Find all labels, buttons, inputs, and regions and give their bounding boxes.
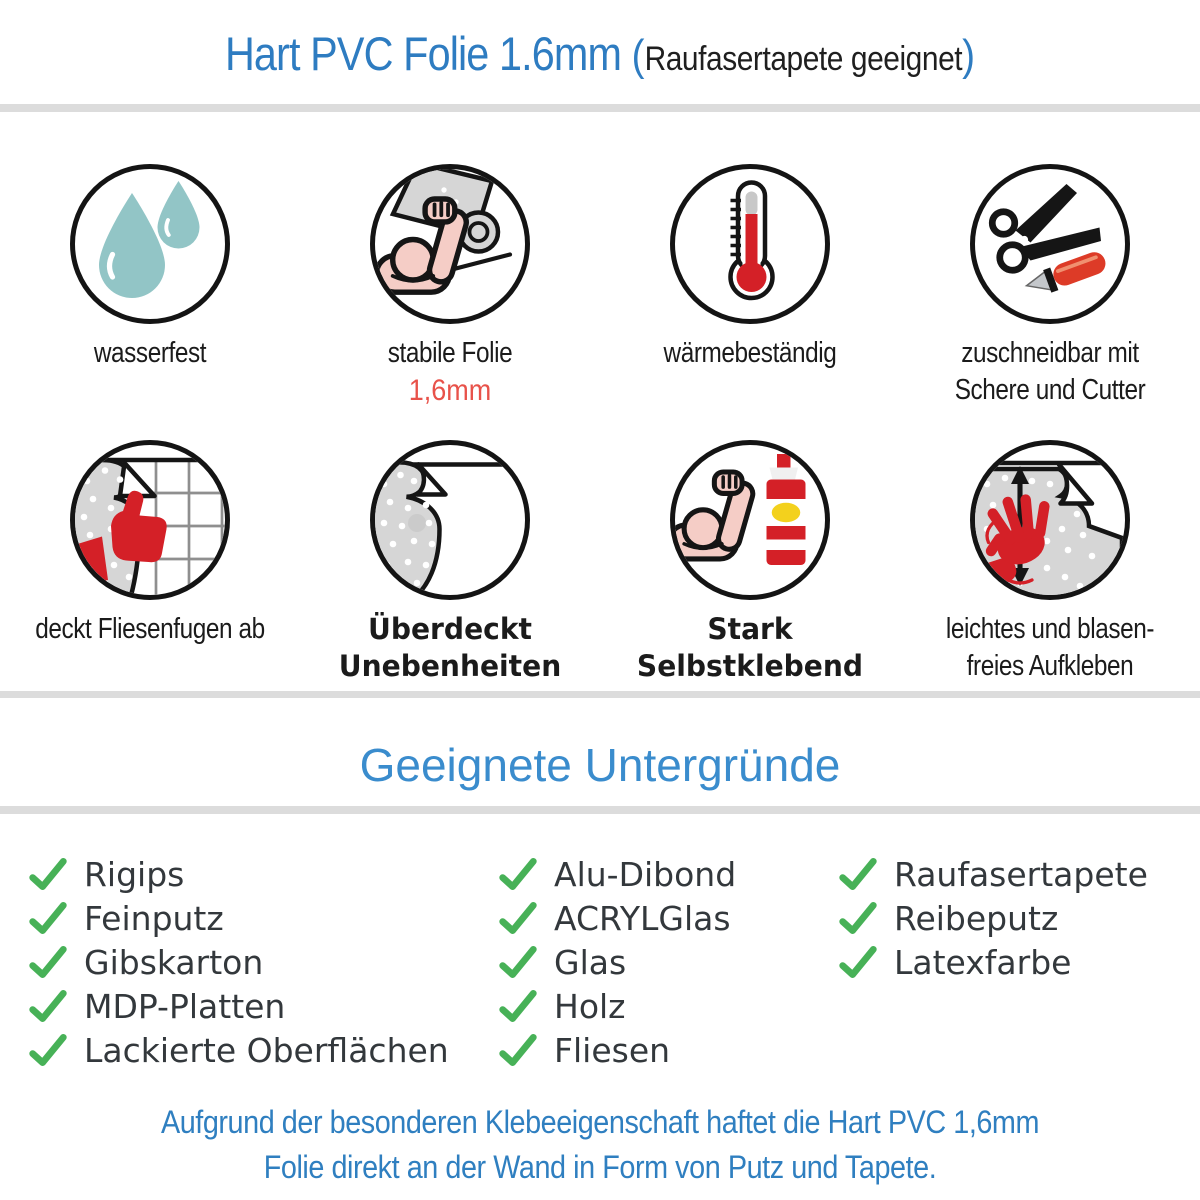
- feature-covers-unevenness: [300, 424, 600, 685]
- check-icon: [498, 1032, 538, 1068]
- title-paren-close: ): [962, 31, 976, 80]
- check-icon: [28, 856, 68, 892]
- feature-covers-tile-joints: [0, 424, 300, 648]
- feature-caption: leichtes und blasen- freies Aufkleben: [945, 613, 1155, 682]
- feature-bubble-free: [900, 424, 1200, 685]
- feature-caption: deckt Fliesenfugen ab: [35, 613, 265, 645]
- check-icon: [838, 944, 878, 980]
- footer-note: [60, 1100, 1140, 1191]
- water-drops-icon: [75, 169, 225, 319]
- hand-smoothing-icon: [975, 445, 1125, 595]
- surfaces-column-3: [838, 852, 1148, 984]
- strong-arm-foil-icon: [375, 169, 525, 319]
- list-item: ACRYLGlas: [498, 896, 736, 940]
- title-paren-open: (: [631, 31, 645, 80]
- check-icon: [498, 988, 538, 1024]
- list-item: Latexfarbe: [838, 940, 1148, 984]
- section-divider: [0, 806, 1200, 814]
- list-item: Fliesen: [498, 1028, 736, 1072]
- footer-line-1: Aufgrund der besonderen Klebeeigenschaft haftet die Hart PVC 1,6mm: [160, 1104, 1040, 1140]
- dotted-foil-icon: [375, 445, 525, 595]
- list-item: MDP-Platten: [28, 984, 449, 1028]
- check-icon: [498, 944, 538, 980]
- check-icon: [838, 856, 878, 892]
- thermometer-icon: [675, 169, 825, 319]
- icon-circle: [670, 164, 830, 324]
- list-item: Rigips: [28, 852, 449, 896]
- icon-circle: [370, 440, 530, 600]
- icon-circle: [970, 164, 1130, 324]
- title-subtitle: Raufasertapete geeignet: [644, 40, 963, 78]
- list-item: Raufasertapete: [838, 852, 1148, 896]
- footer-line-2: Folie direkt an der Wand in Form von Putz und Tapete.: [263, 1149, 937, 1186]
- section-divider: [0, 104, 1200, 112]
- check-icon: [838, 900, 878, 936]
- icon-circle: [370, 164, 530, 324]
- check-icon: [28, 988, 68, 1024]
- surfaces-column-1: [28, 852, 449, 1072]
- feature-waterproof: [0, 148, 300, 372]
- list-item: Feinputz: [28, 896, 449, 940]
- section-divider: [0, 691, 1200, 698]
- list-item: Lackierte Oberflächen: [28, 1028, 449, 1072]
- feature-heat-resistant: [600, 148, 900, 372]
- list-item: Reibeputz: [838, 896, 1148, 940]
- feature-caption: stabile Folie: [387, 337, 513, 369]
- feature-cuttable: [900, 148, 1200, 409]
- list-item: Alu-Dibond: [498, 852, 736, 896]
- feature-caption: wärmebeständig: [663, 337, 837, 369]
- surfaces-heading: Geeignete Untergründe: [359, 739, 841, 791]
- list-item: Gibskarton: [28, 940, 449, 984]
- strong-arm-glue-icon: [675, 445, 825, 595]
- feature-caption: Stark Selbstklebend: [636, 612, 864, 683]
- icon-circle: [970, 440, 1130, 600]
- feature-caption: zuschneidbar mit Schere und Cutter: [954, 337, 1146, 406]
- list-item: Glas: [498, 940, 736, 984]
- check-icon: [28, 944, 68, 980]
- feature-caption: Überdeckt Unebenheiten: [338, 612, 562, 683]
- scissors-cutter-icon: [975, 169, 1125, 319]
- feature-caption: wasserfest: [93, 337, 207, 369]
- thickness-label: 1,6mm: [408, 373, 492, 407]
- list-item: Holz: [498, 984, 736, 1028]
- feature-stable-foil: [300, 148, 600, 408]
- icon-circle: [670, 440, 830, 600]
- check-icon: [28, 1032, 68, 1068]
- thumb-up-tiles-icon: [75, 445, 225, 595]
- title-main: Hart PVC Folie 1.6mm: [224, 27, 632, 80]
- check-icon: [498, 856, 538, 892]
- check-icon: [498, 900, 538, 936]
- surfaces-column-2: [498, 852, 736, 1072]
- icon-circle: [70, 440, 230, 600]
- check-icon: [28, 900, 68, 936]
- page-title: [72, 26, 1128, 81]
- feature-self-adhesive: [600, 424, 900, 685]
- icon-circle: [70, 164, 230, 324]
